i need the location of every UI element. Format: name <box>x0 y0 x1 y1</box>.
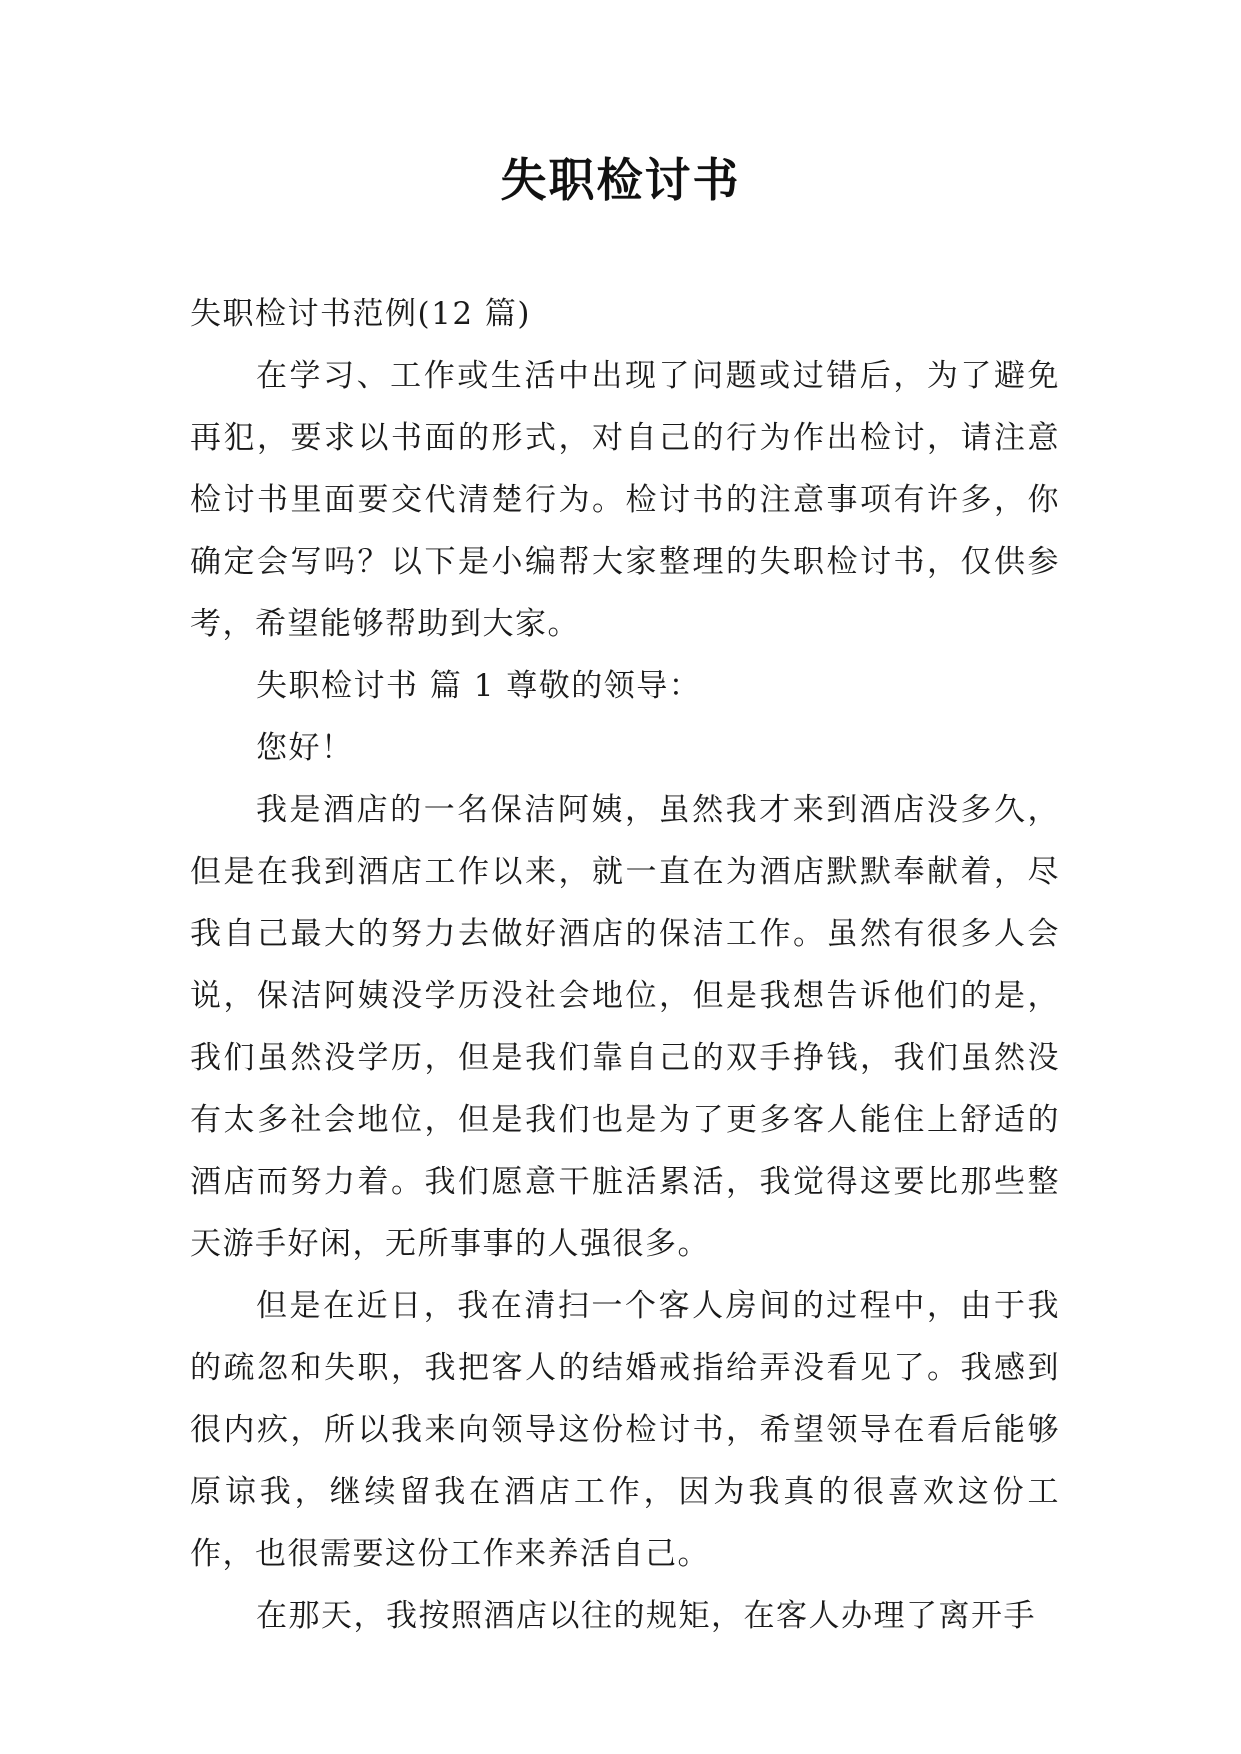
subtitle-paragraph: 失职检讨书范例(12 篇) <box>190 296 531 332</box>
body-paragraph: 我是酒店的一名保洁阿姨，虽然我才来到酒店没多久，但是在我到酒店工作以来，就一直在为酒店默默奉献着，尽我自己最大的努力去做好酒店的保洁工作。虽然有很多人会说，保洁阿姨没学历没社会地位，但是我想告诉他们的是，我们虽然没学历，但是我们靠自己的双手挣钱，我们虽然没有太多社会地位，但是我们也是为了更多客人能住上舒适的酒店而努力着。我们愿意干脏活累活，我觉得这要比那些整天游手好闲，无所事事的人强很多。 <box>190 792 1060 1262</box>
body-paragraph: 但是在近日，我在清扫一个客人房间的过程中，由于我的疏忽和失职，我把客人的结婚戒指给弄没看见了。我感到很内疚，所以我来向领导这份检讨书，希望领导在看后能够原谅我，继续留我在酒店工作，因为我真的很喜欢这份工作，也很需要这份工作来养活自己。 <box>190 1288 1060 1572</box>
intro-paragraph: 在学习、工作或生活中出现了问题或过错后，为了避免再犯，要求以书面的形式，对自己的行为作出检讨，请注意检讨书里面要交代清楚行为。检讨书的注意事项有许多，你确定会写吗？以下是小编帮大家整理的失职检讨书，仅供参考，希望能够帮助到大家。 <box>190 358 1060 642</box>
document-title: 失职检讨书 <box>500 153 741 207</box>
body-paragraph: 在那天，我按照酒店以往的规矩，在客人办理了离开手 <box>256 1598 1036 1634</box>
document-body <box>190 283 1060 1647</box>
greeting-paragraph: 您好！ <box>256 730 354 766</box>
section-heading: 失职检讨书 篇 1 尊敬的领导： <box>256 668 702 704</box>
